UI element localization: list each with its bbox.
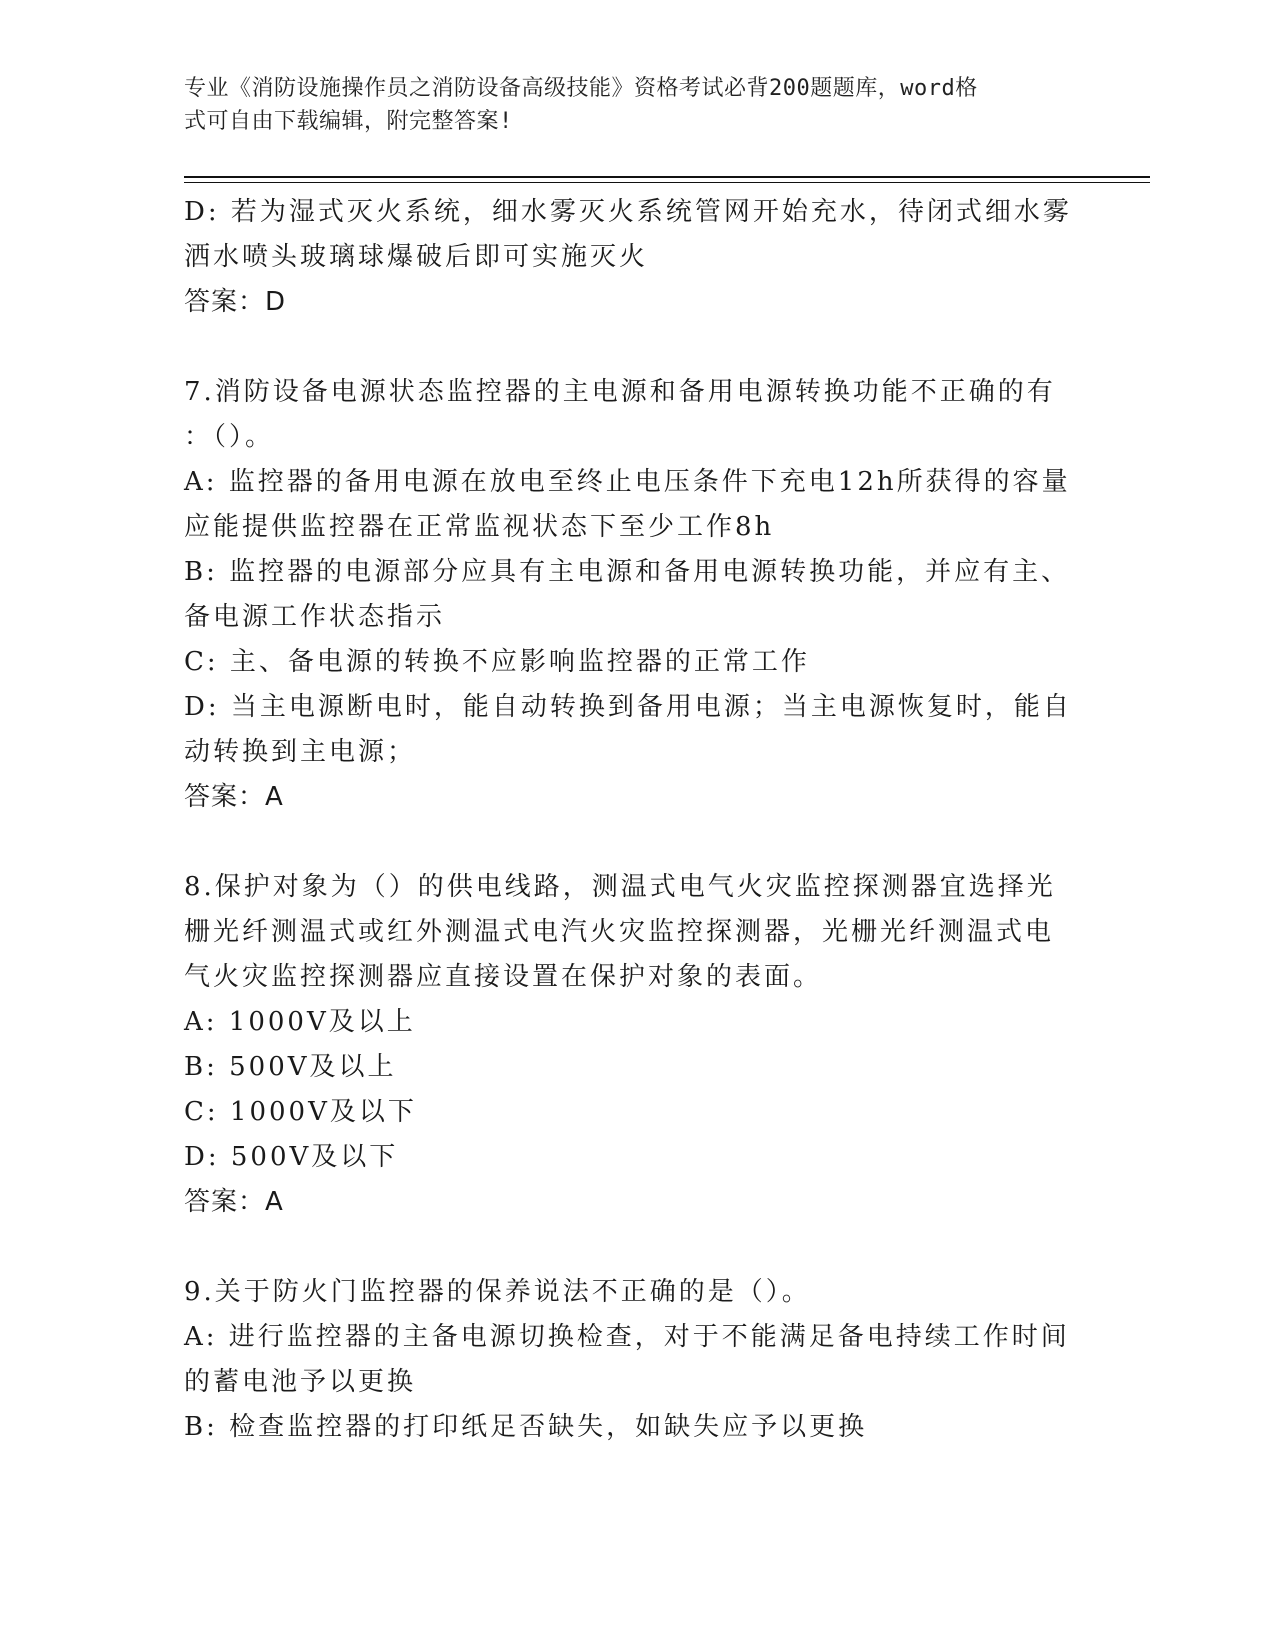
q7-answer: 答案：A: [184, 782, 284, 812]
header-title-line-1: 专业《消防设施操作员之消防设备高级技能》资格考试必背200题题库，word格: [184, 76, 978, 101]
q7-option-a-line-2: 应能提供监控器在正常监视状态下至少工作8h: [184, 512, 775, 542]
q7-option-d-line-1: D: 当主电源断电时，能自动转换到备用电源；当主电源恢复时，能自: [184, 692, 1072, 722]
q8-answer: 答案：A: [184, 1187, 284, 1217]
q8-option-c: C: 1000V及以下: [184, 1097, 417, 1127]
q7-stem-line-2: ：（）。: [184, 422, 275, 452]
spacer: [184, 820, 1074, 865]
q8-option-d: D: 500V及以下: [184, 1142, 399, 1172]
document-body: [184, 190, 1074, 1450]
q6-option-d-line-1: D: 若为湿式灭火系统，细水雾灭火系统管网开始充水，待闭式细水雾: [184, 197, 1072, 227]
q8-stem-line-2: 栅光纤测温式或红外测温式电汽火灾监控探测器，光栅光纤测温式电: [184, 917, 1055, 947]
q6-option-d-line-2: 洒水喷头玻璃球爆破后即可实施灭火: [184, 242, 649, 272]
q8-stem-line-3: 气火灾监控探测器应直接设置在保护对象的表面。: [184, 962, 823, 992]
q7-option-d-line-2: 动转换到主电源；: [184, 737, 417, 767]
question-7-block: [184, 370, 1074, 820]
q9-option-b: B: 检查监控器的打印纸足否缺失，如缺失应予以更换: [184, 1412, 868, 1442]
q8-option-a: A: 1000V及以上: [184, 1007, 416, 1037]
q9-stem-line-1: 9.关于防火门监控器的保养说法不正确的是（）。: [184, 1277, 811, 1307]
document-header: [184, 72, 1064, 138]
header-title-line-2: 式可自由下载编辑，附完整答案!: [184, 109, 513, 134]
question-8-block: [184, 865, 1074, 1225]
q7-option-a-line-1: A: 监控器的备用电源在放电至终止电压条件下充电12h所获得的容量: [184, 467, 1071, 497]
header-divider-thick: [184, 176, 1150, 178]
q6-answer: 答案：D: [184, 287, 287, 317]
question-6-block: [184, 190, 1074, 325]
question-9-block: [184, 1270, 1074, 1450]
q8-stem-line-1: 8.保护对象为（）的供电线路，测温式电气火灾监控探测器宜选择光: [184, 872, 1056, 902]
q7-option-c: C: 主、备电源的转换不应影响监控器的正常工作: [184, 647, 810, 677]
q7-stem-line-1: 7.消防设备电源状态监控器的主电源和备用电源转换功能不正确的有: [184, 377, 1056, 407]
spacer: [184, 325, 1074, 370]
q7-option-b-line-2: 备电源工作状态指示: [184, 602, 446, 632]
spacer: [184, 1225, 1074, 1270]
q8-option-b: B: 500V及以上: [184, 1052, 397, 1082]
header-divider-thin: [184, 182, 1150, 183]
q7-option-b-line-1: B: 监控器的电源部分应具有主电源和备用电源转换功能，并应有主、: [184, 557, 1071, 587]
q9-option-a-line-2: 的蓄电池予以更换: [184, 1367, 417, 1397]
q9-option-a-line-1: A: 进行监控器的主备电源切换检查，对于不能满足备电持续工作时间: [184, 1322, 1070, 1352]
